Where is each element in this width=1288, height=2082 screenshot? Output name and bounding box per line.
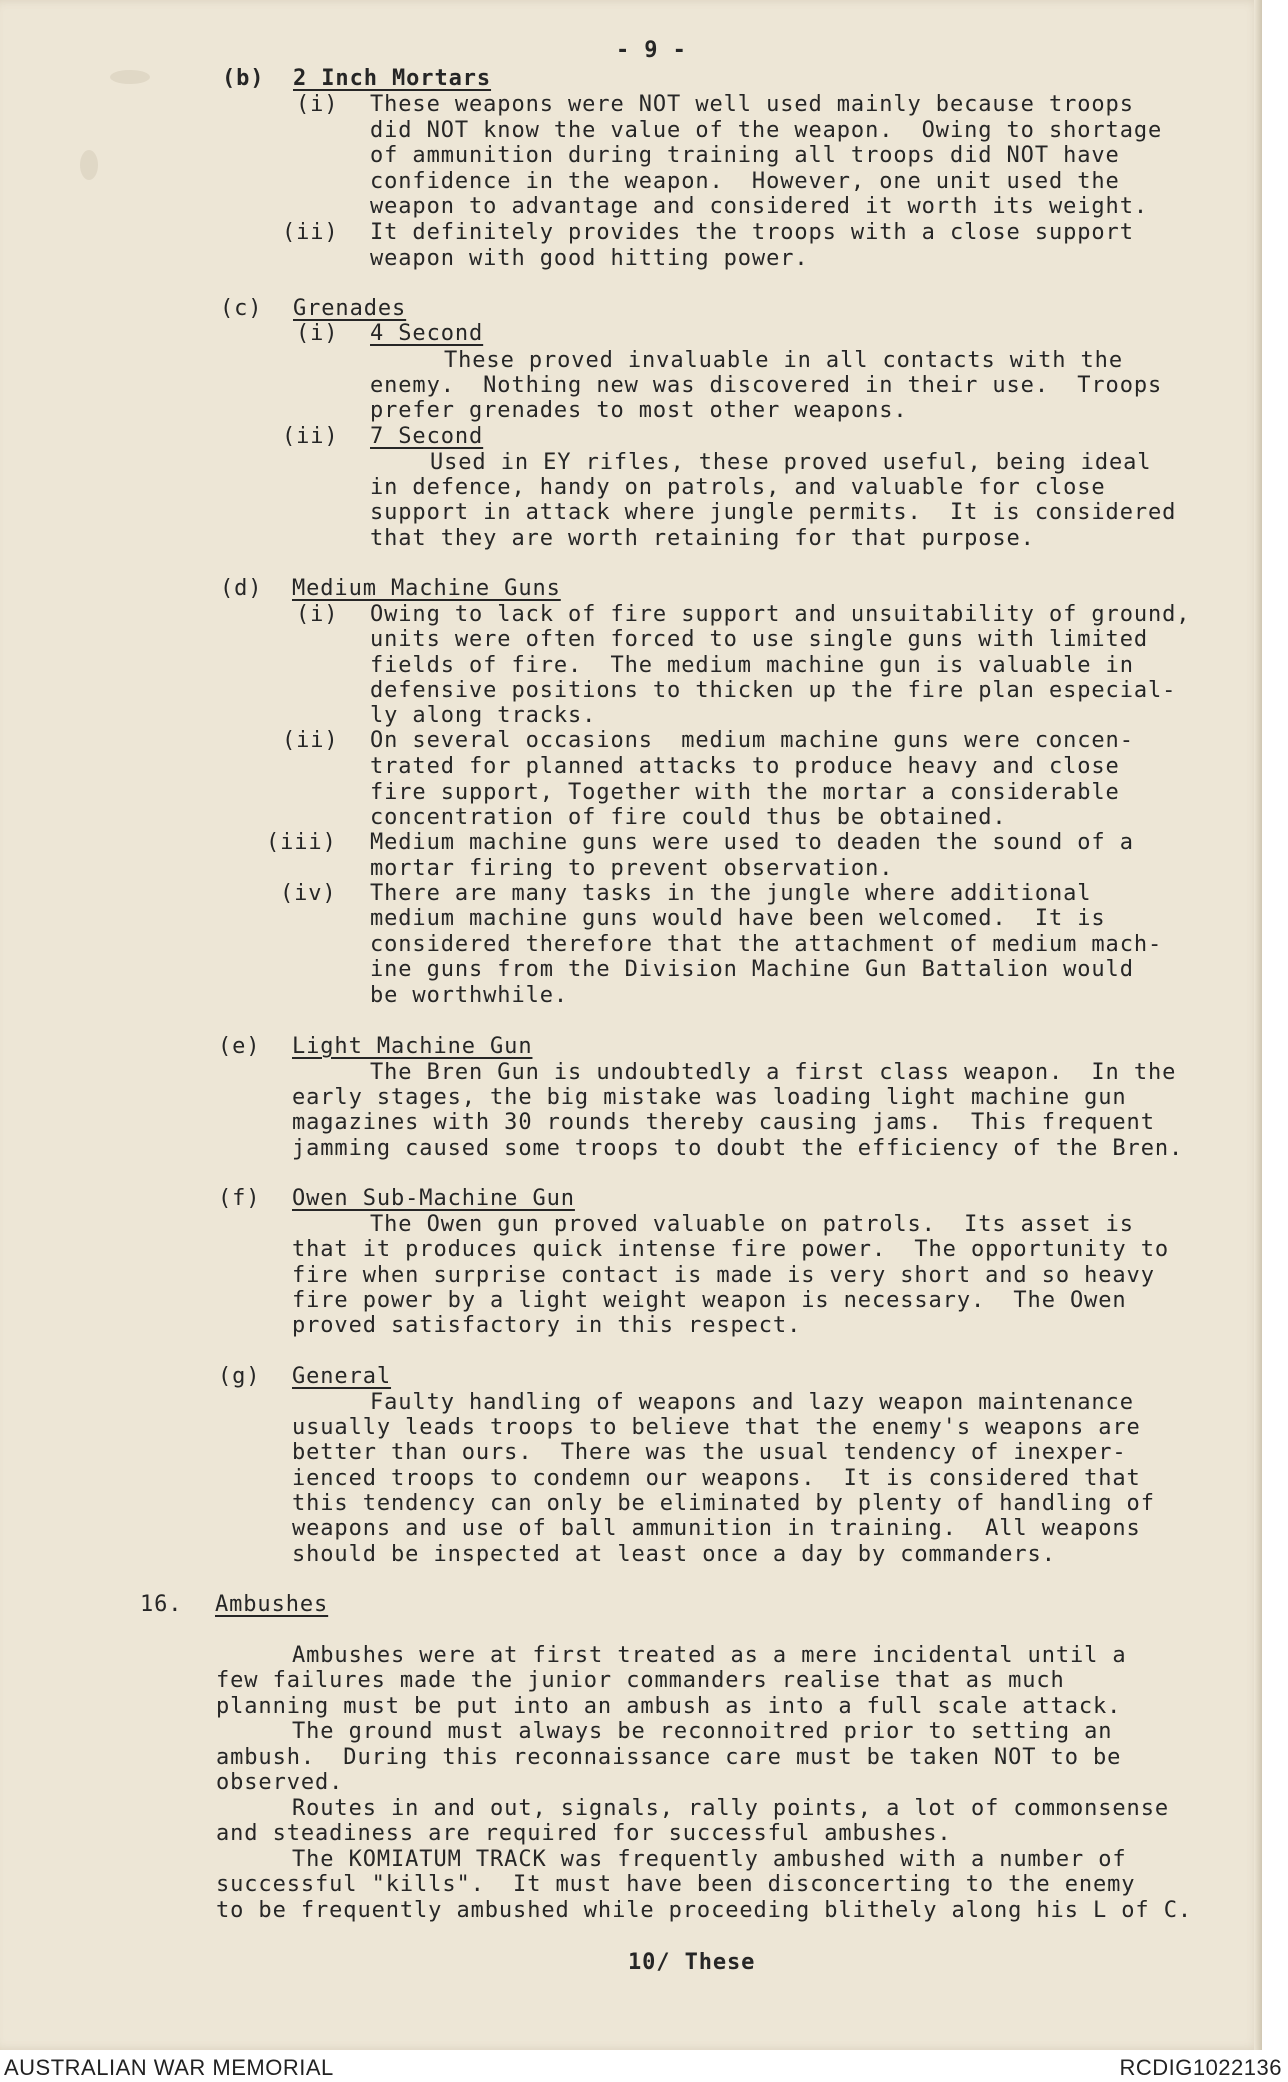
item-label: (i) (296, 602, 339, 627)
text-line: units were often forced to use single guns with limited (370, 627, 1148, 652)
text-line: ienced troops to condemn our weapons. It is considered that (292, 1466, 1141, 1491)
section-heading: Grenades (293, 296, 407, 321)
page-number: - 9 - (616, 38, 687, 63)
text-line: early stages, the big mistake was loading light machine gun (292, 1085, 1127, 1110)
section-heading: Medium Machine Guns (292, 576, 561, 601)
text-line: in defence, handy on patrols, and valuable for close (370, 475, 1106, 500)
text-line: should be inspected at least once a day by commanders. (292, 1542, 1056, 1567)
text-line: did NOT know the value of the weapon. Owing to shortage (370, 118, 1163, 143)
text-line: Owing to lack of fire support and unsuitability of ground, (370, 602, 1191, 627)
text-line: weapon to advantage and considered it worth its weight. (370, 194, 1148, 219)
text-line: few failures made the junior commanders realise that as much (216, 1668, 1065, 1693)
text-line: ly along tracks. (370, 703, 597, 728)
text-line: prefer grenades to most other weapons. (370, 398, 908, 423)
item-label: (iii) (266, 830, 337, 855)
text-line: that they are worth retaining for that purpose. (370, 526, 1035, 551)
text-line: proved satisfactory in this respect. (292, 1313, 802, 1338)
text-line: mortar firing to prevent observation. (370, 856, 894, 881)
section-heading: General (292, 1364, 392, 1389)
text-line: defensive positions to thicken up the fire plan especial- (370, 678, 1177, 703)
item-label: (i) (296, 92, 339, 117)
section-heading: Light Machine Gun (292, 1034, 533, 1059)
text-line: weapon with good hitting power. (370, 246, 809, 271)
text-line: On several occasions medium machine guns were concen- (370, 728, 1134, 753)
text-line: observed. (216, 1770, 344, 1795)
footer-institution: AUSTRALIAN WAR MEMORIAL (4, 2055, 334, 2080)
item-label: (ii) (282, 220, 339, 245)
item-label: (ii) (282, 728, 339, 753)
item-label: (ii) (282, 424, 339, 449)
text-line: fire support, Together with the mortar a considerable (370, 780, 1120, 805)
text-line: be worthwhile. (370, 983, 569, 1008)
text-line: ine guns from the Division Machine Gun Battalion would (370, 957, 1134, 982)
text-line: confidence in the weapon. However, one unit used the (370, 169, 1120, 194)
text-line: fire power by a light weight weapon is necessary. The Owen (292, 1288, 1127, 1313)
text-line: better than ours. There was the usual tendency of inexper- (292, 1440, 1127, 1465)
text-line: Ambushes were at first treated as a mere incidental until a (292, 1643, 1127, 1668)
text-line: considered therefore that the attachment of medium mach- (370, 932, 1163, 957)
text-line: jamming caused some troops to doubt the efficiency of the Bren. (292, 1136, 1184, 1161)
text-line: that it produces quick intense fire power. The opportunity to (292, 1237, 1169, 1262)
text-line: and steadiness are required for successful ambushes. (216, 1821, 952, 1846)
text-line: There are many tasks in the jungle where additional (370, 881, 1092, 906)
text-line: The ground must always be reconnoitred prior to setting an (292, 1719, 1113, 1744)
text-line: medium machine guns would have been welcomed. It is (370, 906, 1106, 931)
section-heading: Ambushes (215, 1592, 329, 1617)
footer-record-id: RCDIG1022136 (1119, 2055, 1282, 2080)
text-line: to be frequently ambushed while proceeding blithely along his L of C. (216, 1898, 1193, 1923)
text-line: planning must be put into an ambush as into a full scale attack. (216, 1694, 1122, 1719)
text-line: The Owen gun proved valuable on patrols. Its asset is (370, 1212, 1134, 1237)
text-line: Medium machine guns were used to deaden the sound of a (370, 830, 1134, 855)
section-label: (b) (222, 66, 265, 91)
continuation-catchword: 10/ These (628, 1950, 756, 1975)
text-line: The Bren Gun is undoubtedly a first class weapon. In the (370, 1060, 1177, 1085)
section-label: (f) (218, 1186, 261, 1211)
text-line: Faulty handling of weapons and lazy weapon maintenance (370, 1390, 1134, 1415)
item-heading: 7 Second (370, 424, 484, 449)
text-line: enemy. Nothing new was discovered in their use. Troops (370, 373, 1163, 398)
section-label: (g) (218, 1364, 261, 1389)
text-line: It definitely provides the troops with a close support (370, 220, 1134, 245)
text-line: trated for planned attacks to produce heavy and close (370, 754, 1120, 779)
text-line: weapons and use of ball ammunition in training. All weapons (292, 1516, 1141, 1541)
text-line: magazines with 30 rounds thereby causing jams. This frequent (292, 1110, 1155, 1135)
text-line: The KOMIATUM TRACK was frequently ambushed with a number of (292, 1847, 1127, 1872)
text-line: support in attack where jungle permits. It is considered (370, 500, 1177, 525)
paragraph-number: 16. (140, 1592, 183, 1617)
text-line: successful "kills". It must have been disconcerting to the enemy (216, 1872, 1136, 1897)
section-label: (d) (220, 576, 263, 601)
text-line: fire when surprise contact is made is very short and so heavy (292, 1263, 1155, 1288)
text-line: fields of fire. The medium machine gun is valuable in (370, 653, 1134, 678)
item-label: (iv) (280, 881, 337, 906)
archive-footer (0, 2050, 1288, 2082)
section-label: (c) (220, 296, 263, 321)
text-line: ambush. During this reconnaissance care must be taken NOT to be (216, 1745, 1122, 1770)
text-line: These weapons were NOT well used mainly because troops (370, 92, 1134, 117)
text-line: These proved invaluable in all contacts with the (444, 348, 1123, 373)
text-line: usually leads troops to believe that the enemy's weapons are (292, 1415, 1141, 1440)
text-line: this tendency can only be eliminated by plenty of handling of (292, 1491, 1155, 1516)
text-line: concentration of fire could thus be obtained. (370, 805, 1007, 830)
text-line: of ammunition during training all troops did NOT have (370, 143, 1120, 168)
item-heading: 4 Second (370, 321, 484, 346)
section-heading: Owen Sub-Machine Gun (292, 1186, 575, 1211)
text-line: Used in EY rifles, these proved useful, being ideal (430, 450, 1152, 475)
section-label: (e) (218, 1034, 261, 1059)
item-label: (i) (296, 321, 339, 346)
text-line: Routes in and out, signals, rally points, a lot of commonsense (292, 1796, 1169, 1821)
section-heading: 2 Inch Mortars (293, 66, 492, 91)
